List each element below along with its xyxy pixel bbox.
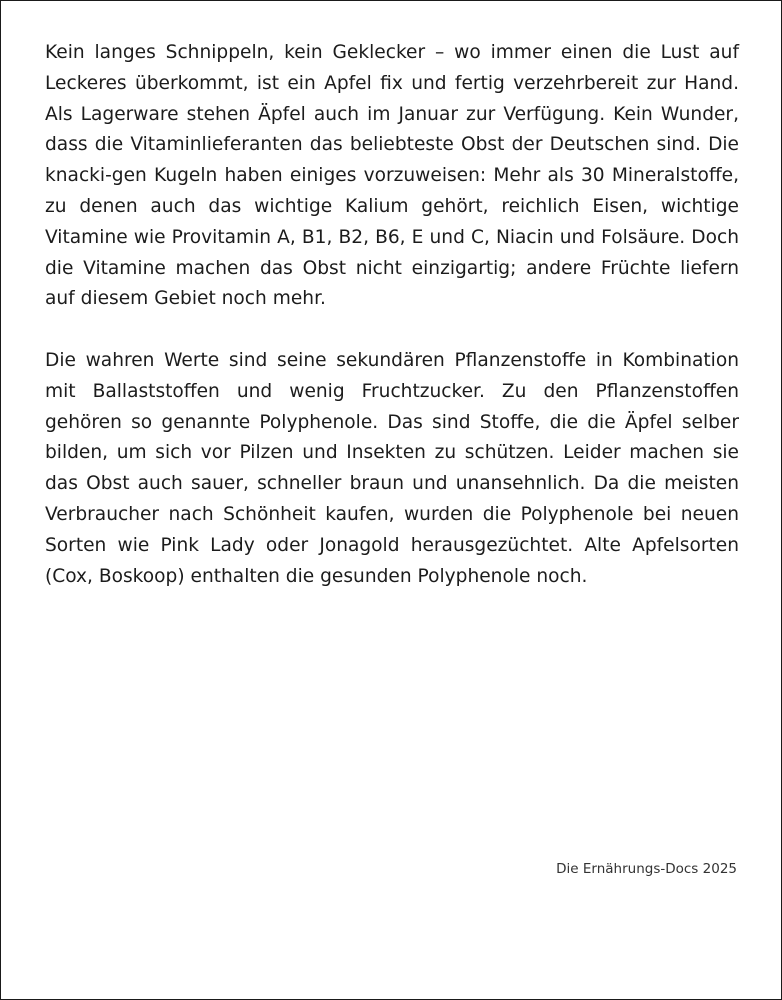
paragraph-2: Die wahren Werte sind seine sekundären Pflanzenstoffe in Kombination mit Ballaststoffen und wenig Fruchtzucker. Zu den Pflanzenstoffen gehören so genannte Polyphenole. Das sind Stoffe, die die Äpfel selber bilden, um sich vor Pilzen und Insekten zu schützen. Leider machen sie das Obst auch sauer, schneller braun und unansehnlich. Da die meisten Verbraucher nach Schönheit kaufen, wurden die Polyphenole bei neuen Sorten wie Pink Lady oder Jonagold herausgezüchtet. Alte Apfelsorten (Cox, Boskoop) enthalten die gesunden Polyphenole noch. — [45, 349, 739, 587]
paragraph-1: Kein langes Schnippeln, kein Geklecker – wo immer einen die Lust auf Leckeres überkommt, ist ein Apfel fix und fertig verzehrbereit zur Hand. Als Lagerware stehen Äpfel auch im Januar zur Verfügung. Kein Wunder, dass die Vitaminlieferanten das beliebteste Obst der Deutschen sind. Die knacki-gen Kugeln haben einiges vorzuweisen: Mehr als 30 Mineralstoffe, zu denen auch das wichtige Kalium gehört, reichlich Eisen, wichtige Vitamine wie Provitamin A, B1, B2, B6, E und C, Niacin und Folsäure. Doch die Vitamine machen das Obst nicht einzigartig; andere Früchte liefern auf diesem Gebiet noch mehr. — [45, 42, 739, 310]
body-text — [45, 38, 739, 592]
footer-credit: Die Ernährungs-Docs 2025 — [556, 861, 737, 877]
